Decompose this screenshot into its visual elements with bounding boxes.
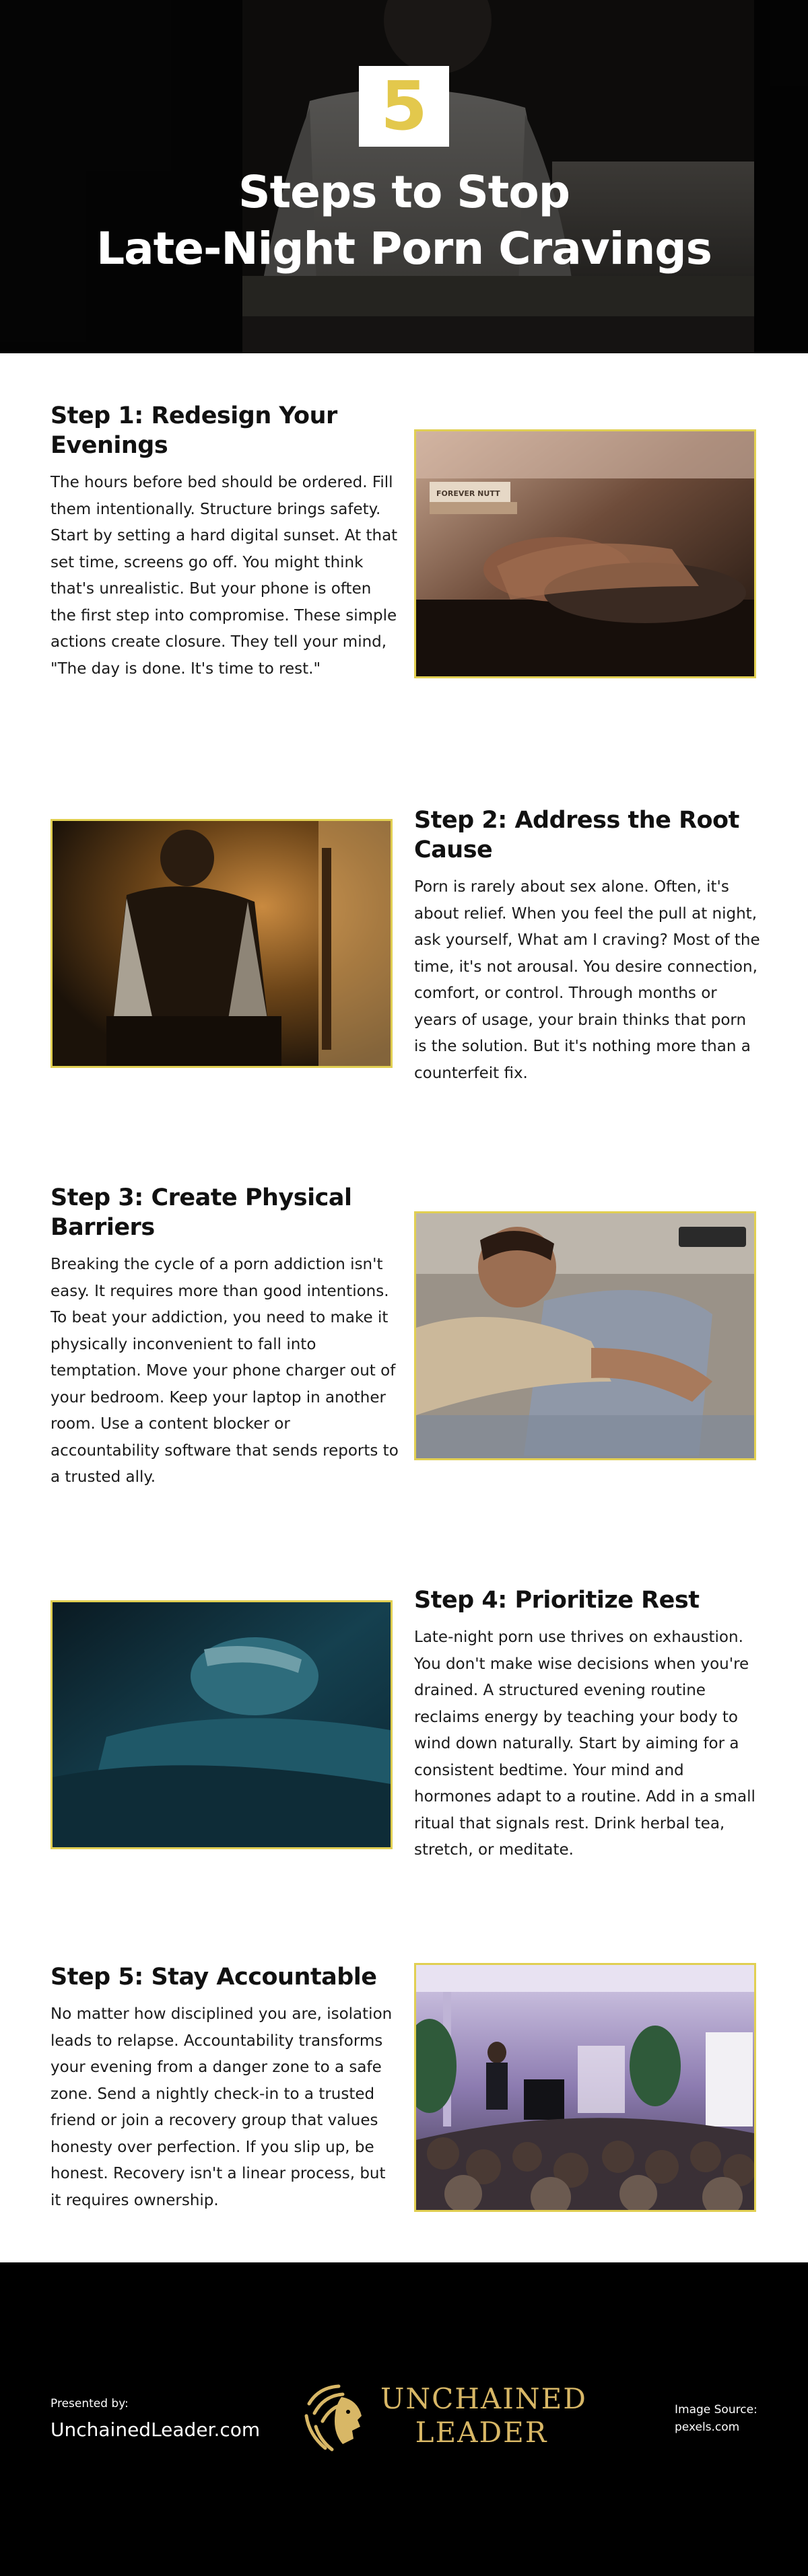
footer	[0, 2262, 808, 2576]
step-2-body: Porn is rarely about sex alone. Often, it's about relief. When you feel the pull at night, ask yourself, What am I craving? Most of the time, it's not arousal. You desire connection, comfort, or control. Through months or years of usage, your brain thinks that porn is the solution. But it's nothing more than a counterfeit fix.	[414, 878, 760, 1082]
step-3-body: Breaking the cycle of a porn addiction isn't easy. It requires more than good intentions. To beat your addiction, you need to make it physically inconvenient to fall into temptation. Move your phone charger out of your bedroom. Keep your laptop in another room. Use a content blocker or accountability software that sends reports to a trusted ally.	[50, 1256, 399, 1486]
step-2-text	[414, 806, 763, 1087]
page-title: Steps to Stop Late-Night Porn Cravings	[96, 166, 712, 275]
lion-head-icon	[293, 2377, 374, 2458]
step-4-photo	[50, 1600, 393, 1849]
step-5-title: Step 5: Stay Accountable	[50, 1964, 377, 1991]
book-spine-text: FOREVER NUTT	[436, 489, 500, 498]
presented-site: UnchainedLeader.com	[50, 2419, 261, 2441]
step-5-text	[50, 1962, 399, 2214]
step-4-title: Step 4: Prioritize Rest	[414, 1587, 700, 1614]
brand-logo	[293, 2377, 587, 2458]
step-3-title: Step 3: Create Physical Barriers	[50, 1184, 352, 1241]
step-1-photo	[414, 429, 756, 678]
step-1-title: Step 1: Redesign Your Evenings	[50, 402, 337, 459]
image-source-value: pexels.com	[675, 2421, 740, 2434]
brand-name-line2: LEADER	[415, 2416, 548, 2449]
step-5-photo	[414, 1963, 756, 2212]
step-3-text	[50, 1183, 399, 1491]
step-2-title: Step 2: Address the Root Cause	[414, 807, 739, 863]
brand-name-line1: UNCHAINED	[380, 2382, 587, 2415]
step-3-photo	[414, 1211, 756, 1460]
presented-label: Presented by:	[50, 2397, 129, 2410]
step-count-number: 5	[380, 67, 428, 145]
image-source	[675, 2401, 758, 2436]
step-5-body: No matter how disciplined you are, isolation leads to relapse. Accountability transforms your evening from a danger zone to a safe zone. Send a nightly check-in to a trusted friend or join a recovery group that values honesty over perfection. If you slip up, be honest. Recovery isn't a linear process, but it requires ownership.	[50, 2005, 393, 2209]
step-1-body: The hours before bed should be ordered. Fill them intentionally. Structure brings safety. Start by setting a hard digital sunset. At that set time, screens go off. You might think that's unrealistic. But your phone is often the first step into compromise. These simple actions create closure. They tell your mind, "The day is done. It's time to rest."	[50, 474, 398, 678]
hero-banner	[0, 0, 808, 353]
step-1-text	[50, 401, 399, 682]
image-source-label: Image Source:	[675, 2403, 758, 2417]
step-4-text	[414, 1585, 763, 1864]
step-count-badge	[359, 66, 449, 147]
step-2-photo	[50, 819, 393, 1068]
presented-by	[50, 2397, 260, 2441]
step-4-body: Late-night porn use thrives on exhaustion. You don't make wise decisions when you're drained. A structured evening routine reclaims energy by teaching your body to wind down naturally. Start by aiming for a consistent bedtime. Your mind and hormones adapt to a routine. Add in a small ritual that signals rest. Drink herbal tea, stretch, or meditate.	[414, 1629, 755, 1859]
